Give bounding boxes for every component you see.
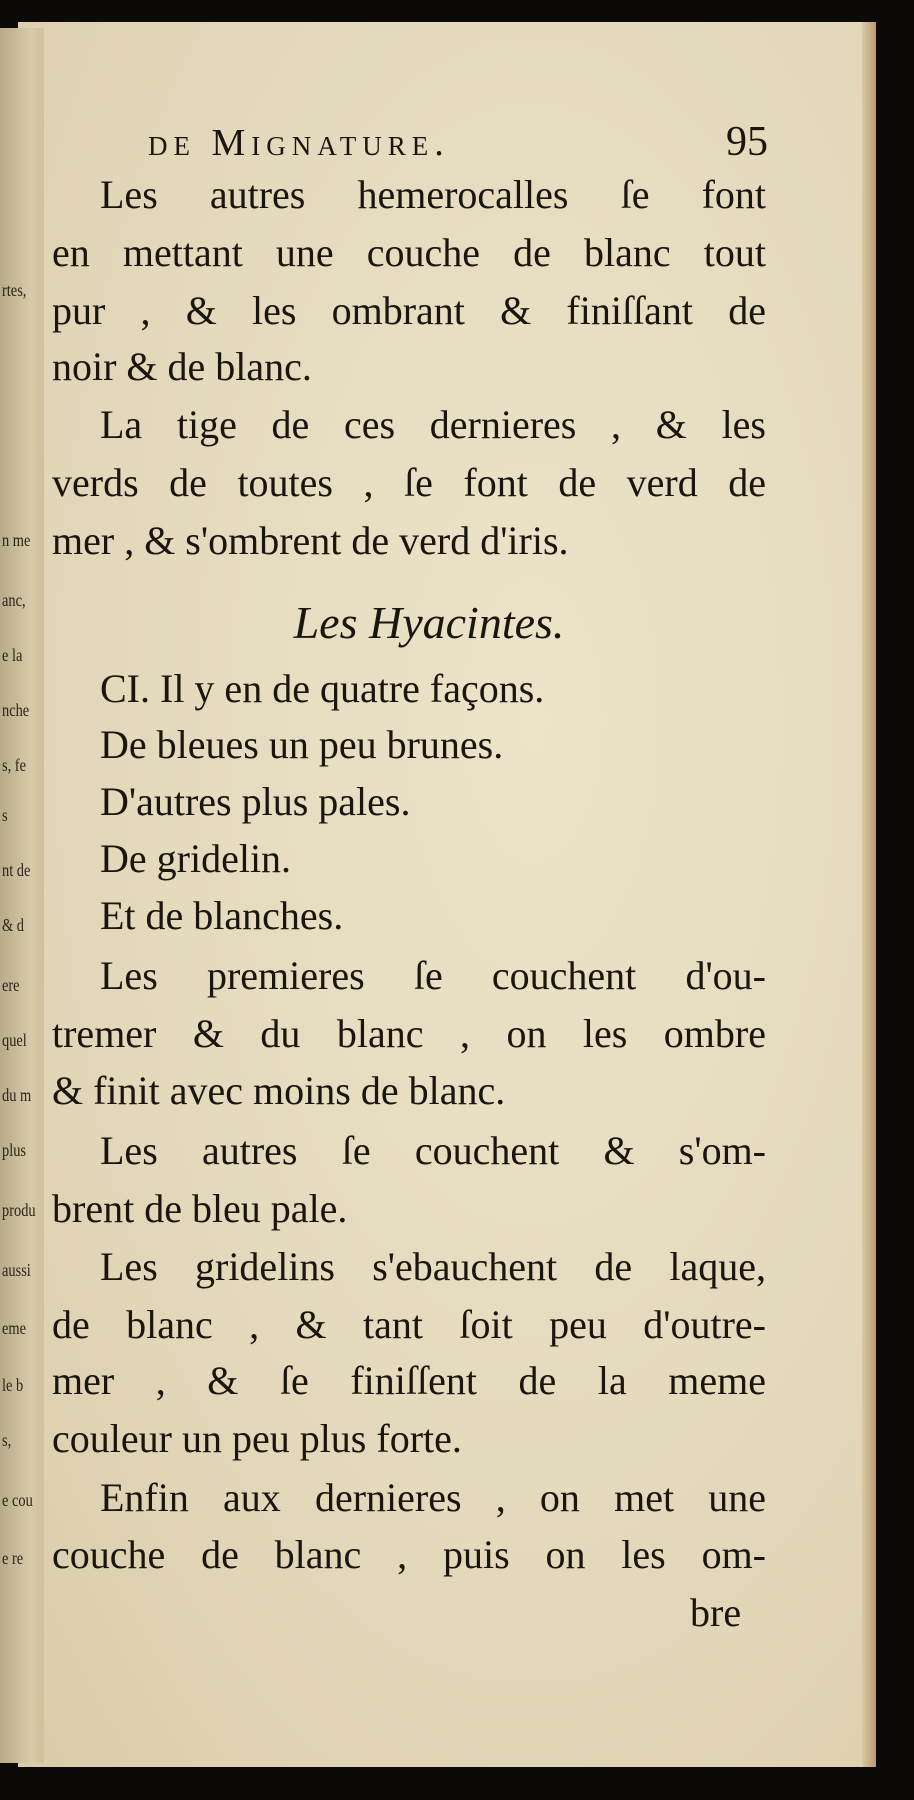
text-line: couche de blanc , puis on les om- (52, 1532, 766, 1577)
running-title: de Mignature. (148, 122, 450, 164)
page-number: 95 (726, 119, 768, 165)
text-line: De bleues un peu brunes. (100, 722, 504, 767)
facing-page-fragment: ere (2, 975, 20, 995)
facing-page-fragment: aussi (2, 1260, 31, 1280)
text-line: D'autres plus pales. (100, 779, 411, 824)
text-line: CI. Il y en de quatre façons. (100, 666, 545, 711)
facing-page-fragment: nche (2, 700, 30, 720)
facing-page-margin (0, 28, 44, 1763)
facing-page-fragment: & d (2, 915, 25, 935)
text-line: mer , & s'ombrent de verd d'iris. (52, 518, 569, 563)
facing-page-fragment: du m (2, 1085, 32, 1105)
text-line: Et de blanches. (100, 893, 344, 938)
text-line: de blanc , & tant ſoit peu d'outre- (52, 1302, 766, 1347)
text-line: noir & de blanc. (52, 344, 312, 389)
text-line: De gridelin. (100, 836, 292, 881)
facing-page-fragment: s, fe (2, 755, 26, 775)
facing-page-fragment: e la (2, 645, 23, 665)
text-line: Enfin aux dernieres , on met une (100, 1475, 766, 1520)
section-heading: Les Hyacintes. (293, 597, 565, 648)
facing-page-fragment: nt de (2, 860, 31, 880)
facing-page-fragment: s (2, 805, 8, 825)
text-line: verds de toutes , ſe font de verd de (52, 460, 766, 505)
text-line: Les gridelins s'ebauchent de laque, (100, 1244, 766, 1289)
page-edge (862, 22, 876, 1767)
text-line: & finit avec moins de blanc. (52, 1068, 506, 1113)
facing-page-fragment: produ (2, 1200, 36, 1220)
catchword: bre (690, 1590, 742, 1635)
text-line: brent de bleu pale. (52, 1186, 348, 1231)
facing-page-fragment: anc, (2, 590, 26, 610)
facing-page-fragment: le b (2, 1375, 24, 1395)
facing-page-fragment: e re (2, 1548, 24, 1568)
text-line: Les autres ſe couchent & s'om- (100, 1128, 766, 1173)
text-line: couleur un peu plus forte. (52, 1416, 462, 1461)
facing-page-fragment: s, (2, 1430, 12, 1450)
text-line: en mettant une couche de blanc tout (52, 230, 766, 275)
text-line: tremer & du blanc , on les ombre (52, 1011, 766, 1056)
text-line: Les premieres ſe couchent d'ou- (100, 953, 766, 998)
facing-page-fragment: quel (2, 1030, 27, 1050)
text-line: Les autres hemerocalles ſe font (100, 172, 766, 217)
facing-page-fragment: e cou (2, 1490, 33, 1510)
facing-page-fragment: plus (2, 1140, 27, 1160)
facing-page-fragment: eme (2, 1318, 26, 1338)
facing-page-fragment: n me (2, 530, 31, 550)
text-line: mer , & ſe finiſſent de la meme (52, 1358, 766, 1403)
running-head (148, 118, 768, 167)
text-line: pur , & les ombrant & finiſſant de (52, 288, 766, 333)
facing-page-fragment: rtes, (2, 280, 27, 300)
text-line: La tige de ces dernieres , & les (100, 402, 766, 447)
